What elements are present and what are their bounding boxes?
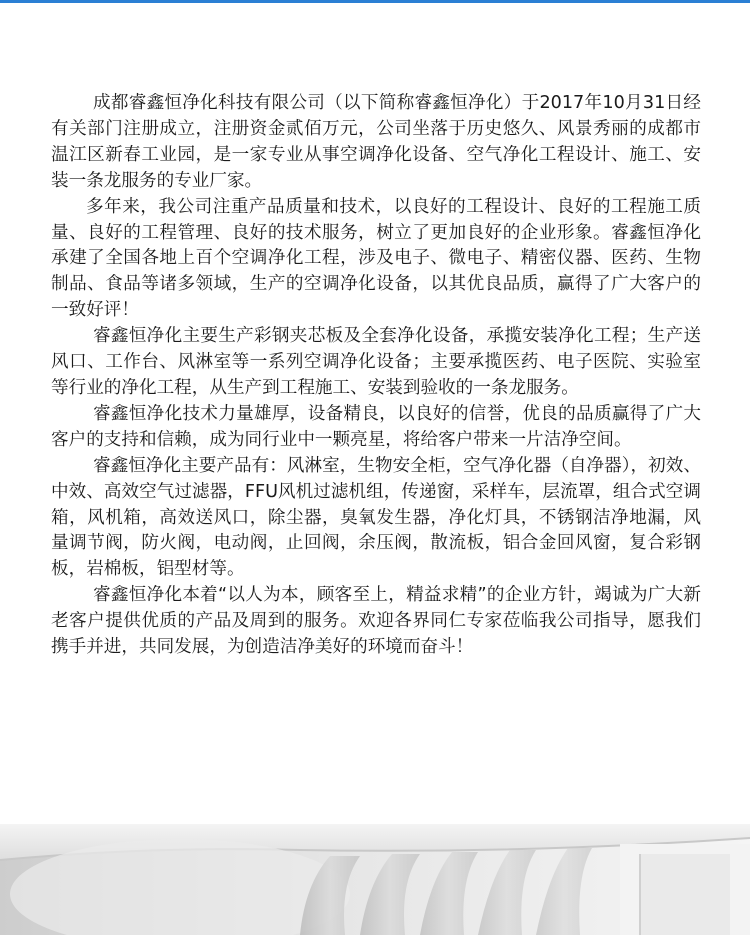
cleanroom-interior-illustration bbox=[0, 824, 750, 935]
paragraph-production-scope: 睿鑫恒净化主要生产彩钢夹芯板及全套净化设备，承揽安装净化工程；生产送风口、工作台、风淋室等一系列空调净化设备；主要承揽医药、电子医院、实验室等行业的净化工程，从生产到工程施工、安装到验收的一条龙服务。 bbox=[51, 326, 701, 398]
paragraph-technical-strength: 睿鑫恒净化技术力量雄厚，设备精良，以良好的信誉，优良的品质赢得了广大客户的支持和信赖，成为同行业中一颗亮星，将给客户带来一片洁净空间。 bbox=[51, 403, 701, 450]
top-accent-rule bbox=[0, 0, 750, 3]
paragraph-company-founding: 成都睿鑫恒净化科技有限公司（以下简称睿鑫恒净化）于2017年10月31日经有关部门注册成立，注册资金贰佰万元，公司坐落于历史悠久、风景秀丽的成都市温江区新春工业园，是一家专业从事空调净化设备、空气净化工程设计、施工、安装一条龙服务的专业厂家。 bbox=[51, 93, 701, 191]
paragraph-company-philosophy: 睿鑫恒净化本着“以人为本，顾客至上，精益求精”的企业方针，竭诚为广大新老客户提供优质的产品及周到的服务。欢迎各界同仁专家莅临我公司指导，愿我们携手并进，共同发展，为创造洁净美好的环境而奋斗！ bbox=[51, 585, 701, 658]
cleanroom-interior-photo bbox=[0, 824, 750, 935]
company-introduction bbox=[51, 91, 701, 661]
paragraph-product-list: 睿鑫恒净化主要产品有：风淋室，生物安全柜，空气净化器（自净器），初效、中效、高效空气过滤器，FFU风机过滤机组，传递窗，采样车，层流罩，组合式空调箱，风机箱，高效送风口，除尘器，臭氧发生器，净化灯具，不锈钢洁净地漏，风量调节阀，防火阀，电动阀，止回阀，余压阀，散流板，铝合金回风窗，复合彩钢板，岩棉板，铝型材等。 bbox=[51, 455, 701, 580]
paragraph-reputation: 多年来，我公司注重产品质量和技术，以良好的工程设计、良好的工程施工质量、良好的工程管理、良好的技术服务，树立了更加良好的企业形象。睿鑫恒净化承建了全国各地上百个空调净化工程，涉及电子、微电子、精密仪器、医药、生物制品、食品等诸多领域，生产的空调净化设备，以其优良品质，赢得了广大客户的一致好评！ bbox=[51, 196, 701, 321]
